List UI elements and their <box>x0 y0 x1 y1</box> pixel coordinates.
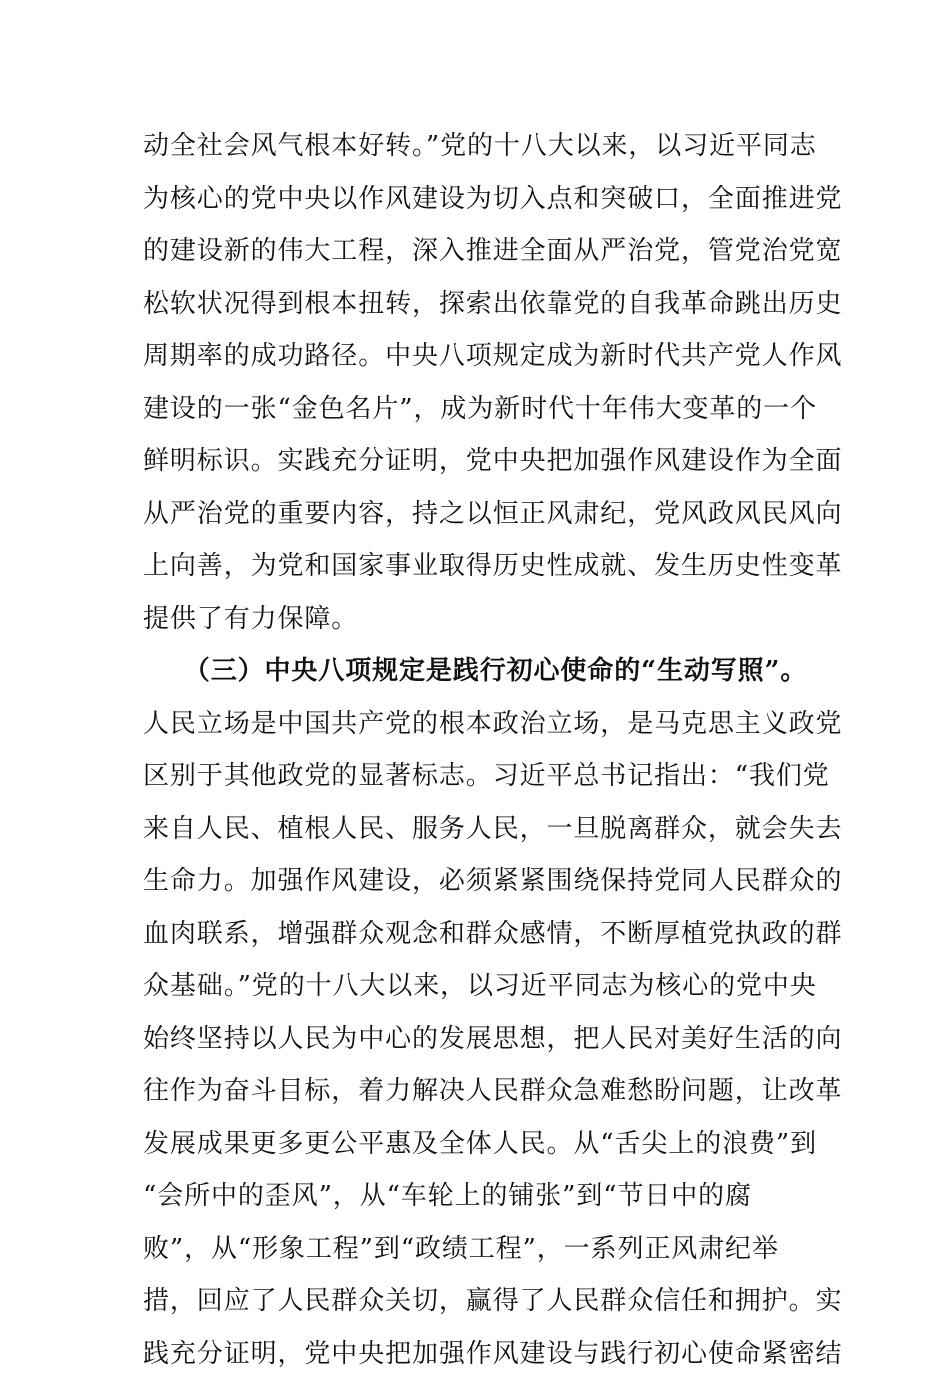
body-text-line: 从严治党的重要内容，持之以恒正风肃纪，党风政风民风向 <box>143 488 811 541</box>
body-text-line: 措，回应了人民群众关切，赢得了人民群众信任和拥护。实 <box>143 1275 811 1328</box>
body-text-line: 为核心的党中央以作风建设为切入点和突破口，全面推进党 <box>143 173 811 226</box>
body-text-line: 发展成果更多更公平惠及全体人民。从“舌尖上的浪费”到 <box>143 1118 811 1171</box>
body-text-line: 提供了有力保障。 <box>143 593 811 646</box>
body-text-line: 上向善，为党和国家事业取得历史性成就、发生历史性变革 <box>143 540 811 593</box>
body-text-line: 建设的一张“金色名片”，成为新时代十年伟大变革的一个 <box>143 383 811 436</box>
body-text-line: 往作为奋斗目标，着力解决人民群众急难愁盼问题，让改革 <box>143 1065 811 1118</box>
body-text-line: 来自人民、植根人民、服务人民，一旦脱离群众，就会失去 <box>143 803 811 856</box>
section-heading-line: （三）中央八项规定是践行初心使命的“生动写照”。 <box>143 645 811 698</box>
body-text-line: 众基础。”党的十八大以来，以习近平同志为核心的党中央 <box>143 960 811 1013</box>
body-text-line: 动全社会风气根本好转。”党的十八大以来，以习近平同志 <box>143 120 811 173</box>
body-text <box>143 120 811 1380</box>
body-text-line: “会所中的歪风”，从“车轮上的铺张”到“节日中的腐 <box>143 1170 811 1223</box>
body-text-line: 始终坚持以人民为中心的发展思想，把人民对美好生活的向 <box>143 1013 811 1066</box>
body-text-line: 区别于其他政党的显著标志。习近平总书记指出：“我们党 <box>143 750 811 803</box>
body-text-line: 败”，从“形象工程”到“政绩工程”，一系列正风肃纪举 <box>143 1223 811 1276</box>
body-text-line: 践充分证明，党中央把加强作风建设与践行初心使命紧密结 <box>143 1328 811 1380</box>
body-text-line: 鲜明标识。实践充分证明，党中央把加强作风建设作为全面 <box>143 435 811 488</box>
body-text-line: 松软状况得到根本扭转，探索出依靠党的自我革命跳出历史 <box>143 278 811 331</box>
body-text-line: 生命力。加强作风建设，必须紧紧围绕保持党同人民群众的 <box>143 855 811 908</box>
body-text-line: 的建设新的伟大工程，深入推进全面从严治党，管党治党宽 <box>143 225 811 278</box>
body-text-line: 血肉联系，增强群众观念和群众感情，不断厚植党执政的群 <box>143 908 811 961</box>
body-text-line: 周期率的成功路径。中央八项规定成为新时代共产党人作风 <box>143 330 811 383</box>
body-text-line: 人民立场是中国共产党的根本政治立场，是马克思主义政党 <box>143 698 811 751</box>
